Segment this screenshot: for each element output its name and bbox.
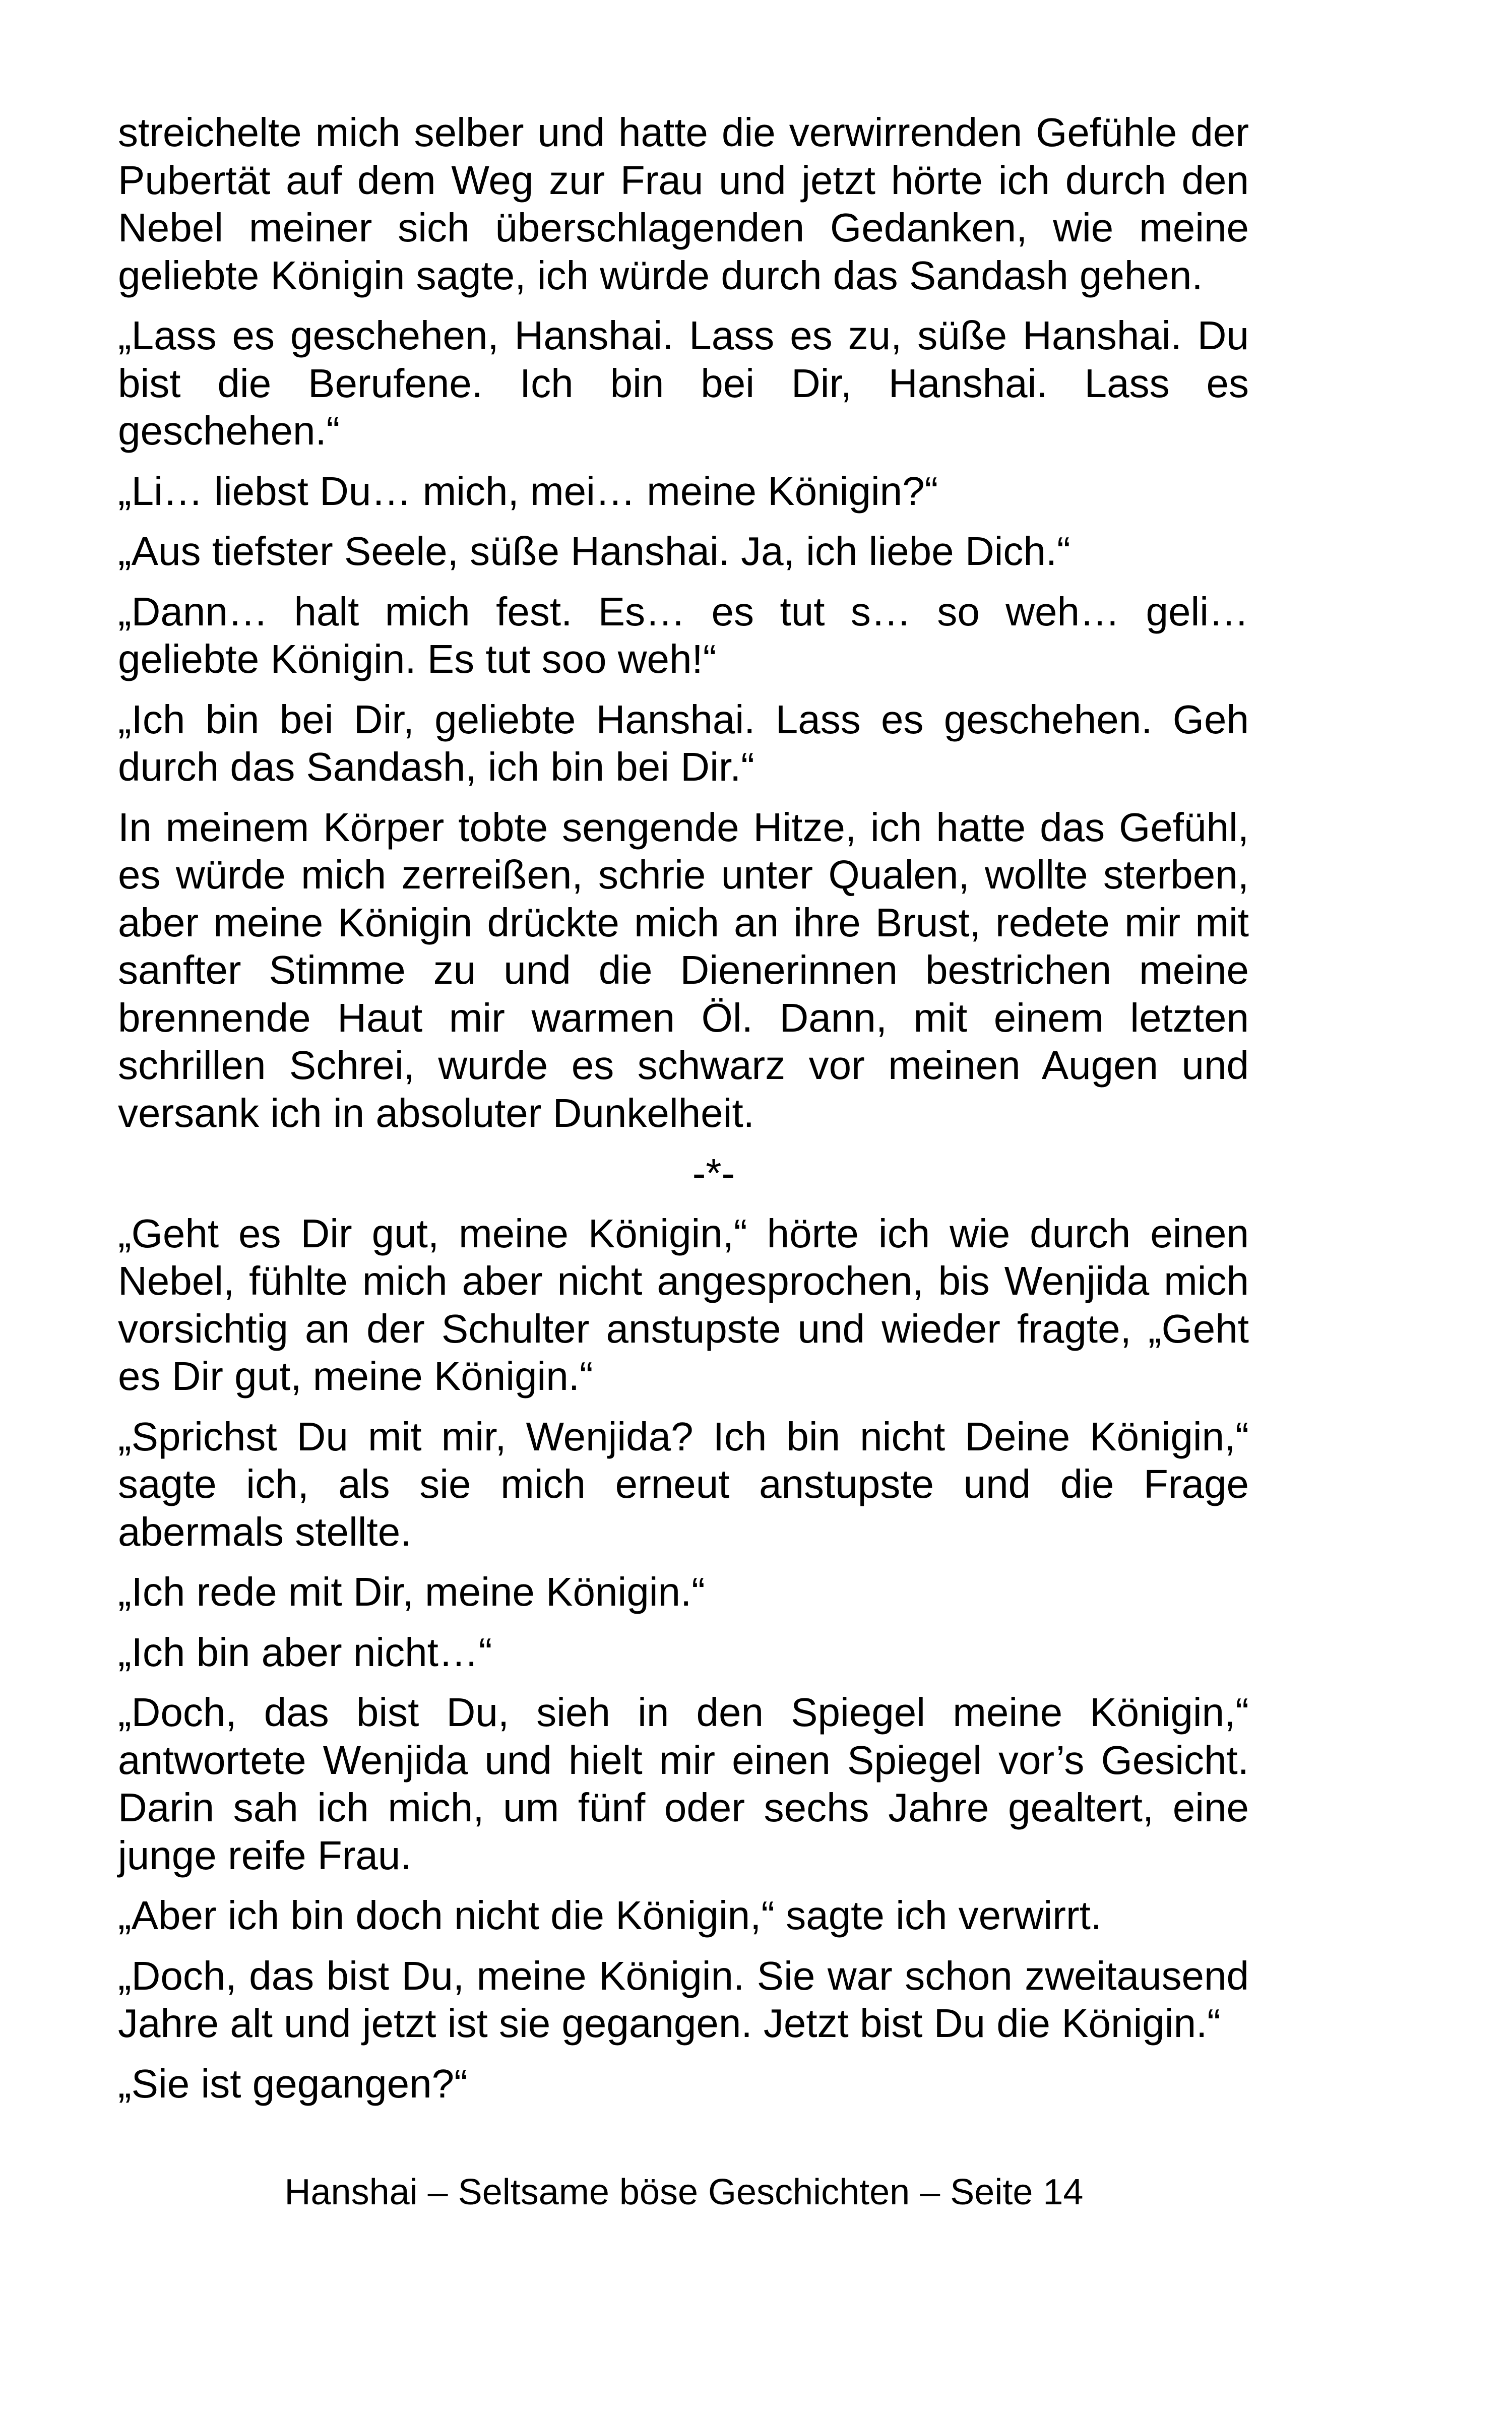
page-footer: Hanshai – Seltsame böse Geschichten – Seite 14 <box>284 2172 1084 2212</box>
paragraph: In meinem Körper tobte sengende Hitze, ich hatte das Gefühl, es würde mich zerreißen, schrie unter Qualen, wollte sterben, aber meine Königin drückte mich an ihre Brust, redete mir mit sanfter Stimme zu und die Dienerinnen bestrichen meine brennende Haut mir warmen Öl. Dann, mit einem letzten schrillen Schrei, wurde es schwarz vor meinen Augen und versank ich in absoluter Dunkelheit. <box>118 804 1249 1135</box>
paragraph: „Geht es Dir gut, meine Königin,“ hörte ich wie durch einen Nebel, fühlte mich aber nicht angesprochen, bis Wenjida mich vorsichtig an der Schulter anstupste und wieder fragte, „Geht es Dir gut, meine Königin.“ <box>118 1211 1249 1398</box>
paragraph: „Dann… halt mich fest. Es… es tut s… so weh… geli… geliebte Königin. Es tut soo weh!“ <box>118 589 1249 681</box>
paragraph: „Li… liebst Du… mich, mei… meine Königin?“ <box>118 468 938 514</box>
paragraph: „Aber ich bin doch nicht die Königin,“ sagte ich verwirrt. <box>118 1893 1102 1938</box>
paragraph: „Doch, das bist Du, meine Königin. Sie war schon zweitausend Jahre alt und jetzt ist sie gegangen. Jetzt bist Du die Königin.“ <box>118 1953 1249 2046</box>
paragraph: „Sprichst Du mit mir, Wenjida? Ich bin nicht Deine Königin,“ sagte ich, als sie mich erneut anstupste und die Frage abermals stellte. <box>118 1414 1249 1554</box>
paragraph: streichelte mich selber und hatte die verwirrenden Gefühle der Pubertät auf dem Weg zur Frau und jetzt hörte ich durch den Nebel meiner sich überschlagenden Gedanken, wie meine geliebte Königin sagte, ich würde durch das Sandash gehen. <box>118 110 1249 298</box>
paragraph: „Doch, das bist Du, sieh in den Spiegel meine Königin,“ antwortete Wenjida und hielt mir einen Spiegel vor’s Gesicht. Darin sah ich mich, um fünf oder sechs Jahre gealtert, eine junge reife Frau. <box>118 1690 1249 1878</box>
paragraph: „Ich rede mit Dir, meine Königin.“ <box>118 1569 705 1614</box>
section-separator: -*- <box>692 1151 735 1195</box>
paragraph: „Lass es geschehen, Hanshai. Lass es zu, süße Hanshai. Du bist die Berufene. Ich bin bei Dir, Hanshai. Lass es geschehen.“ <box>118 313 1249 453</box>
paragraph: „Sie ist gegangen?“ <box>118 2061 468 2106</box>
paragraph: „Aus tiefster Seele, süße Hanshai. Ja, ich liebe Dich.“ <box>118 529 1070 574</box>
body-text <box>118 109 1249 2120</box>
paragraph: „Ich bin aber nicht…“ <box>118 1629 492 1675</box>
paragraph: „Ich bin bei Dir, geliebte Hanshai. Lass es geschehen. Geh durch das Sandash, ich bin bei Dir.“ <box>118 696 1249 789</box>
